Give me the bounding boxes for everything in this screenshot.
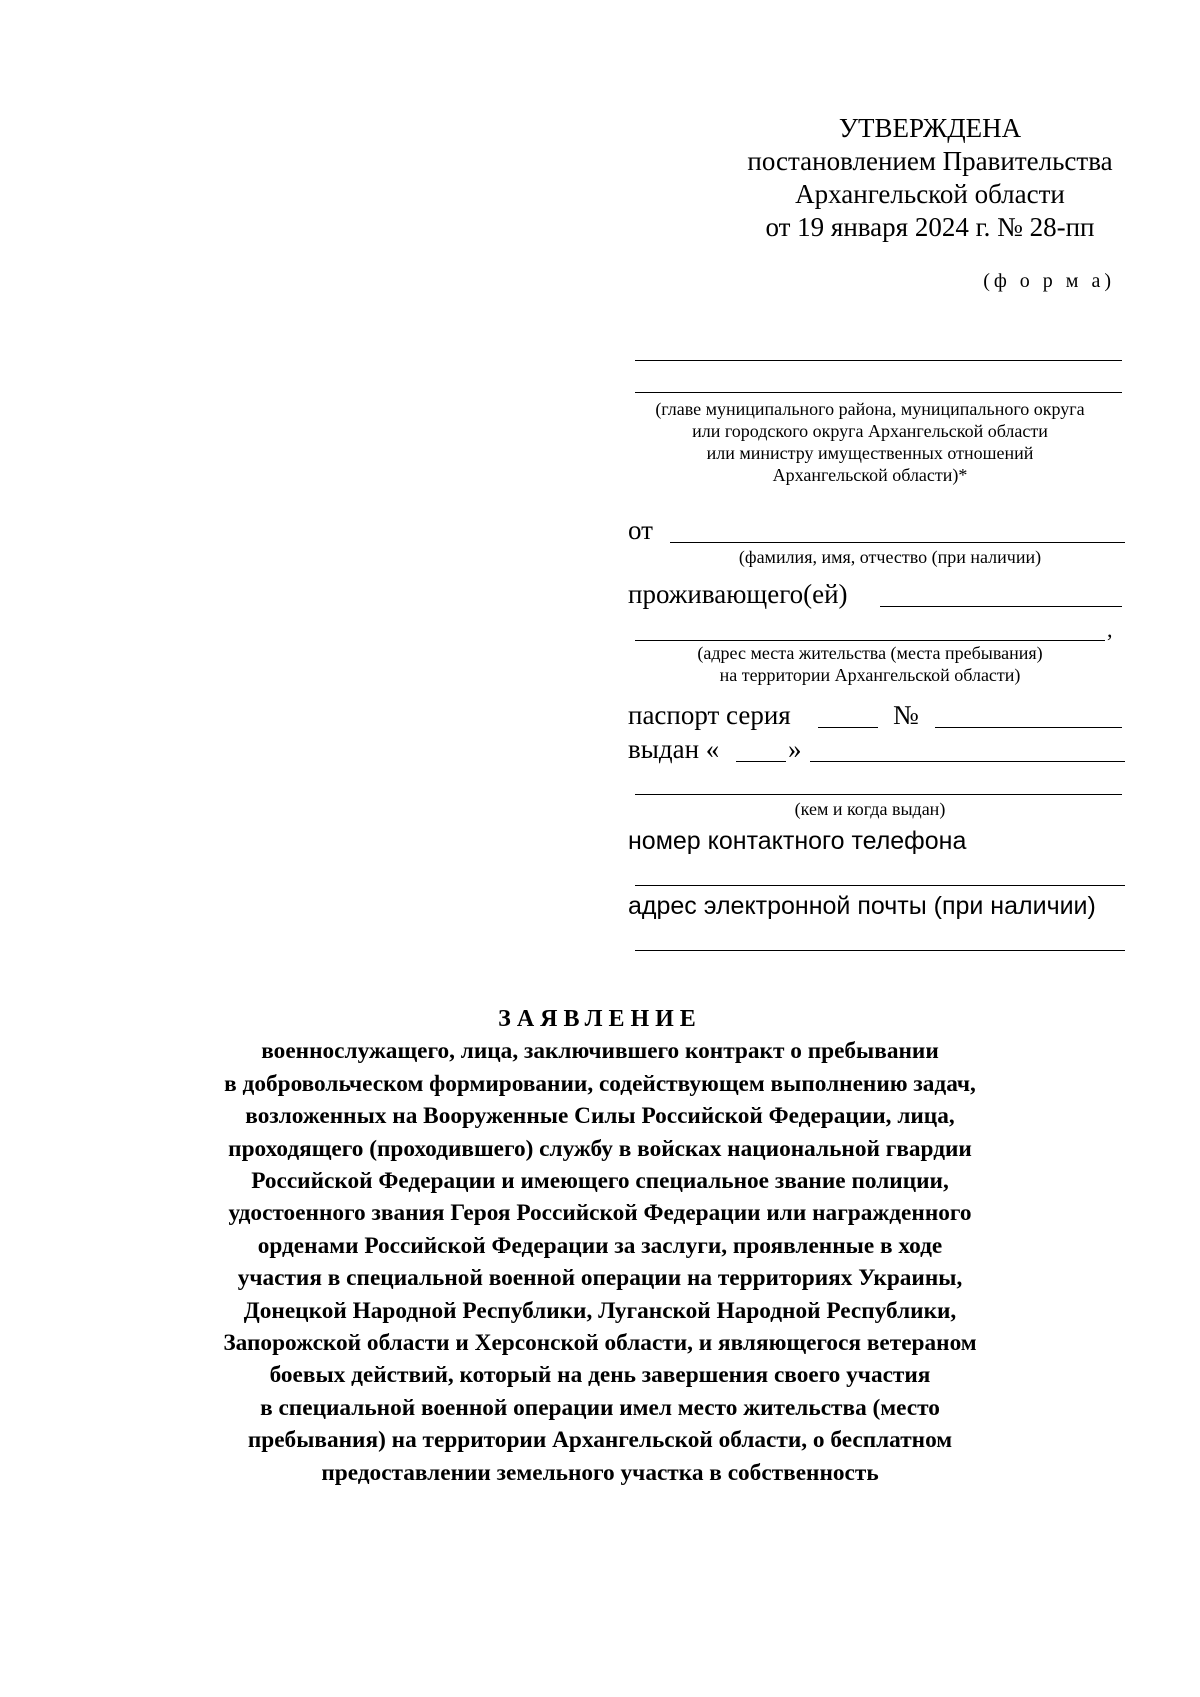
passport-series-field[interactable] xyxy=(818,727,878,728)
statement-line: Запорожской области и Херсонской области, и являющегося ветераном xyxy=(223,1330,977,1357)
recipient-caption-line: (главе муниципального района, муниципального округа xyxy=(655,399,1085,419)
issued-label: выдан « xyxy=(628,734,720,764)
recipient-caption xyxy=(620,398,1120,486)
passport-series-label: паспорт серия xyxy=(628,700,791,730)
from-label: от xyxy=(628,515,653,545)
recipient-field-line-2[interactable] xyxy=(635,392,1122,393)
statement-heading xyxy=(100,1003,1100,1489)
statement-line: возложенных на Вооруженные Силы Российской Федерации, лица, xyxy=(245,1103,955,1130)
address-caption xyxy=(620,642,1120,686)
applicant-name-field[interactable] xyxy=(670,542,1125,543)
recipient-caption-line: или городского округа Архангельской области xyxy=(692,421,1048,441)
issued-caption: (кем и когда выдан) xyxy=(794,799,946,819)
recipient-caption-line: Архангельской области)* xyxy=(772,465,968,485)
statement-line: военнослужащего, лица, заключившего контракт о пребывании xyxy=(261,1038,939,1065)
passport-number-field[interactable] xyxy=(935,727,1122,728)
form-label: (ф о р м а) xyxy=(983,270,1115,292)
phone-field[interactable] xyxy=(635,885,1125,886)
statement-line: орденами Российской Федерации за заслуги, проявленные в ходе xyxy=(257,1232,943,1259)
recipient-field-line-1[interactable] xyxy=(635,360,1122,361)
statement-line: Донецкой Народной Республики, Луганской Народной Республики, xyxy=(243,1297,957,1324)
phone-label: номер контактного телефона xyxy=(628,827,967,855)
statement-title: ЗАЯВЛЕНИЕ xyxy=(498,1006,702,1032)
issued-date-field[interactable] xyxy=(810,761,1125,762)
statement-line: участия в специальной военной операции на территориях Украины, xyxy=(237,1265,963,1292)
statement-line: боевых действий, который на день завершения своего участия xyxy=(269,1362,931,1389)
name-caption: (фамилия, имя, отчество (при наличии) xyxy=(738,547,1042,567)
statement-line: удостоенного звания Героя Российской Федерации или награжденного xyxy=(228,1200,972,1227)
statement-line: проходящего (проходившего) службу в войсках национальной гвардии xyxy=(228,1135,972,1162)
residence-field-line-2[interactable] xyxy=(635,640,1105,641)
email-label: адрес электронной почты (при наличии) xyxy=(628,892,1096,920)
approval-decree: постановлением Правительства xyxy=(747,146,1113,176)
issued-day-field[interactable] xyxy=(736,761,786,762)
issued-by-field[interactable] xyxy=(635,794,1122,795)
passport-number-label: № xyxy=(893,700,919,730)
address-caption-line: на территории Архангельской области) xyxy=(719,665,1021,685)
statement-line: в добровольческом формировании, содействующем выполнению задач, xyxy=(224,1070,976,1097)
approval-title: УТВЕРЖДЕНА xyxy=(838,113,1022,143)
statement-line: пребывания) на территории Архангельской области, о бесплатном xyxy=(247,1427,953,1454)
recipient-caption-line: или министру имущественных отношений xyxy=(706,443,1034,463)
address-comma: , xyxy=(1107,617,1113,642)
approval-region: Архангельской области xyxy=(795,179,1065,209)
approval-date-number: от 19 января 2024 г. № 28-пп xyxy=(765,212,1095,242)
approval-block xyxy=(700,112,1160,244)
issued-quote-close: » xyxy=(788,734,802,764)
email-field[interactable] xyxy=(635,950,1125,951)
address-caption-line: (адрес места жительства (места пребывания) xyxy=(697,643,1043,663)
statement-line: в специальной военной операции имел место жительства (место xyxy=(260,1394,940,1421)
statement-line: предоставлении земельного участка в собственность xyxy=(321,1459,879,1486)
residing-label: проживающего(ей) xyxy=(628,579,848,609)
residence-field-line-1[interactable] xyxy=(880,606,1122,607)
statement-line: Российской Федерации и имеющего специальное звание полиции, xyxy=(251,1168,949,1195)
